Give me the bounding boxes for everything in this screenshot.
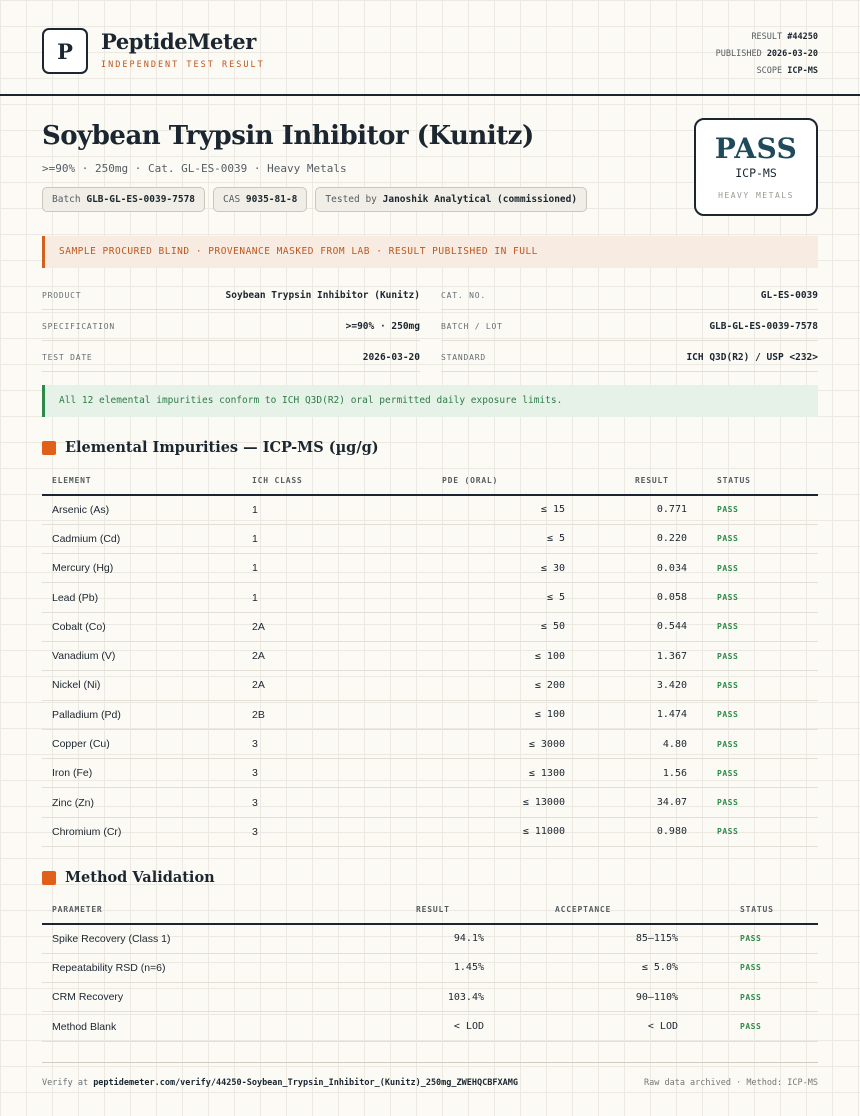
table-cell: Method Blank [42, 1012, 356, 1041]
batch-chip-value: GLB-GL-ES-0039-7578 [86, 194, 196, 205]
report-header [0, 0, 860, 96]
table-cell: 1 [242, 495, 322, 524]
table-cell: Zinc (Zn) [42, 788, 242, 817]
table-cell: Cobalt (Co) [42, 612, 242, 641]
table-cell: Palladium (Pd) [42, 700, 242, 729]
column-header: RESULT [575, 467, 697, 495]
verdict-scope: HEAVY METALS [718, 191, 794, 200]
table-cell: 1.56 [575, 759, 697, 788]
table-row [42, 924, 818, 953]
column-header: PARAMETER [42, 896, 356, 924]
brand-name: PeptideMeter [101, 29, 256, 54]
section-marker [42, 441, 56, 455]
info-cell [42, 311, 420, 341]
table-cell: 1 [242, 524, 322, 553]
table-cell: 1 [242, 583, 322, 612]
table-cell: 4.80 [575, 729, 697, 758]
table-cell: Iron (Fe) [42, 759, 242, 788]
table-row [42, 612, 818, 641]
status-badge: PASS [697, 554, 818, 583]
cas-chip-value: 9035-81-8 [245, 194, 298, 205]
table-cell: 3.420 [575, 671, 697, 700]
validation-header-row [42, 896, 818, 924]
table-cell: ≤ 5 [322, 583, 575, 612]
info-value: ICH Q3D(R2) / USP <232> [686, 352, 818, 363]
status-badge: PASS [697, 788, 818, 817]
table-cell: 3 [242, 788, 322, 817]
result-id: #44250 [787, 32, 818, 42]
info-cell [42, 280, 420, 310]
status-badge: PASS [697, 524, 818, 553]
status-badge: PASS [688, 1012, 818, 1041]
table-cell: 3 [242, 759, 322, 788]
table-row [42, 983, 818, 1012]
scope-value: ICP-MS [787, 66, 818, 76]
info-grid [42, 280, 818, 373]
table-row [42, 953, 818, 982]
validation-table [42, 896, 818, 1042]
table-cell: ≤ 1300 [322, 759, 575, 788]
table-cell: ≤ 15 [322, 495, 575, 524]
table-cell: 1 [242, 554, 322, 583]
batch-chip [42, 187, 205, 212]
conformance-note: All 12 elemental impurities conform to ICH Q3D(R2) oral permitted daily exposure limits. [42, 385, 818, 417]
tested-by-chip [315, 187, 587, 212]
info-cell [42, 342, 420, 372]
info-value: >=90% · 250mg [345, 321, 420, 332]
table-cell: ≤ 30 [322, 554, 575, 583]
table-cell: ≤ 3000 [322, 729, 575, 758]
table-row [42, 495, 818, 524]
tested-by-label: Tested by [325, 194, 377, 205]
table-cell: 0.544 [575, 612, 697, 641]
status-badge: PASS [697, 729, 818, 758]
impurities-table [42, 467, 818, 847]
impurities-section-title [42, 439, 379, 456]
table-cell: 0.980 [575, 817, 697, 846]
table-cell: 0.771 [575, 495, 697, 524]
info-label: TEST DATE [42, 353, 93, 362]
table-cell: Mercury (Hg) [42, 554, 242, 583]
info-label: BATCH / LOT [441, 322, 503, 331]
verify-link[interactable]: peptidemeter.com/verify/44250-Soybean_Trypsin_Inhibitor_(Kunitz)_250mg_ZWEHQCBFXAMG [93, 1078, 518, 1088]
info-row [42, 280, 818, 311]
table-row [42, 788, 818, 817]
info-row [42, 311, 818, 342]
tested-by-value: Janoshik Analytical (commissioned) [382, 194, 578, 205]
info-label: STANDARD [441, 353, 486, 362]
table-cell: Cadmium (Cd) [42, 524, 242, 553]
chip-row [42, 187, 587, 212]
column-header: STATUS [688, 896, 818, 924]
table-cell: 85–115% [494, 924, 688, 953]
batch-chip-label: Batch [52, 194, 81, 205]
table-cell: ≤ 50 [322, 612, 575, 641]
table-row [42, 700, 818, 729]
report-meta [716, 29, 818, 80]
report-footer [42, 1062, 818, 1102]
info-label: SPECIFICATION [42, 322, 116, 331]
page-title: Soybean Trypsin Inhibitor (Kunitz) [42, 121, 534, 151]
table-cell: Repeatability RSD (n=6) [42, 953, 356, 982]
table-row [42, 641, 818, 670]
info-cell [441, 311, 818, 341]
table-cell: ≤ 100 [322, 641, 575, 670]
table-cell: 2A [242, 671, 322, 700]
column-header: RESULT [356, 896, 494, 924]
status-badge: PASS [697, 817, 818, 846]
status-badge: PASS [688, 953, 818, 982]
validation-section-title [42, 869, 215, 886]
status-badge: PASS [697, 583, 818, 612]
table-row [42, 1012, 818, 1041]
table-cell: 2A [242, 641, 322, 670]
verdict-stamp [694, 118, 818, 216]
published-date: 2026-03-20 [766, 49, 818, 59]
table-row [42, 729, 818, 758]
info-cell [441, 342, 818, 372]
info-label: CAT. NO. [441, 291, 486, 300]
status-badge: PASS [688, 983, 818, 1012]
table-row [42, 554, 818, 583]
table-cell: 34.07 [575, 788, 697, 817]
table-cell: Vanadium (V) [42, 641, 242, 670]
verify-prefix: Verify at [42, 1078, 89, 1088]
result-label: RESULT [751, 32, 783, 42]
status-badge: PASS [697, 612, 818, 641]
cas-chip-label: CAS [223, 194, 241, 205]
info-value: GL-ES-0039 [760, 290, 818, 301]
table-cell: 3 [242, 729, 322, 758]
published-label: PUBLISHED [715, 49, 762, 59]
table-cell: < LOD [356, 1012, 494, 1041]
table-cell: Copper (Cu) [42, 729, 242, 758]
info-label: PRODUCT [42, 291, 82, 300]
table-cell: ≤ 13000 [322, 788, 575, 817]
table-cell: 2B [242, 700, 322, 729]
table-cell: 1.45% [356, 953, 494, 982]
section-marker [42, 871, 56, 885]
cas-chip [213, 187, 307, 212]
table-cell: 3 [242, 817, 322, 846]
info-row [42, 342, 818, 373]
table-row [42, 583, 818, 612]
table-row [42, 671, 818, 700]
table-cell: 103.4% [356, 983, 494, 1012]
column-header: ELEMENT [42, 467, 242, 495]
archived-note: Raw data archived · Method: ICP-MS [644, 1078, 818, 1088]
info-value: Soybean Trypsin Inhibitor (Kunitz) [225, 290, 420, 301]
status-badge: PASS [688, 924, 818, 953]
info-cell [441, 280, 818, 310]
info-value: 2026-03-20 [362, 352, 420, 363]
scope-label: SCOPE [756, 66, 783, 76]
info-value: GLB-GL-ES-0039-7578 [709, 321, 818, 332]
column-header: ACCEPTANCE [494, 896, 688, 924]
verify-text [42, 1078, 518, 1088]
column-header: ICH CLASS [242, 467, 322, 495]
status-badge: PASS [697, 700, 818, 729]
table-row [42, 759, 818, 788]
brand-logo: P [42, 28, 88, 74]
table-cell: ≤ 200 [322, 671, 575, 700]
verdict-word: PASS [714, 132, 798, 165]
column-header: PDE (ORAL) [322, 467, 575, 495]
status-badge: PASS [697, 759, 818, 788]
table-cell: CRM Recovery [42, 983, 356, 1012]
table-cell: Spike Recovery (Class 1) [42, 924, 356, 953]
table-cell: ≤ 11000 [322, 817, 575, 846]
impurities-header-row [42, 467, 818, 495]
table-cell: Nickel (Ni) [42, 671, 242, 700]
table-row [42, 817, 818, 846]
table-cell: 0.058 [575, 583, 697, 612]
table-cell: 0.220 [575, 524, 697, 553]
verdict-method: ICP-MS [735, 166, 777, 180]
impurities-heading: Elemental Impurities — ICP-MS (µg/g) [65, 439, 379, 456]
status-badge: PASS [697, 641, 818, 670]
table-cell: 0.034 [575, 554, 697, 583]
table-row [42, 524, 818, 553]
table-cell: 94.1% [356, 924, 494, 953]
status-badge: PASS [697, 671, 818, 700]
page-subtitle: >=90% · 250mg · Cat. GL-ES-0039 · Heavy Metals [42, 162, 347, 175]
status-badge: PASS [697, 495, 818, 524]
table-cell: ≤ 100 [322, 700, 575, 729]
table-cell: ≤ 5 [322, 524, 575, 553]
table-cell: Arsenic (As) [42, 495, 242, 524]
table-cell: 2A [242, 612, 322, 641]
table-cell: Lead (Pb) [42, 583, 242, 612]
table-cell: 1.367 [575, 641, 697, 670]
brand-subtitle: INDEPENDENT TEST RESULT [101, 60, 265, 70]
validation-heading: Method Validation [65, 869, 215, 886]
column-header: STATUS [697, 467, 818, 495]
table-cell: 90–110% [494, 983, 688, 1012]
provenance-banner: SAMPLE PROCURED BLIND · PROVENANCE MASKED FROM LAB · RESULT PUBLISHED IN FULL [42, 236, 818, 268]
table-cell: < LOD [494, 1012, 688, 1041]
table-cell: Chromium (Cr) [42, 817, 242, 846]
table-cell: 1.474 [575, 700, 697, 729]
table-cell: ≤ 5.0% [494, 953, 688, 982]
